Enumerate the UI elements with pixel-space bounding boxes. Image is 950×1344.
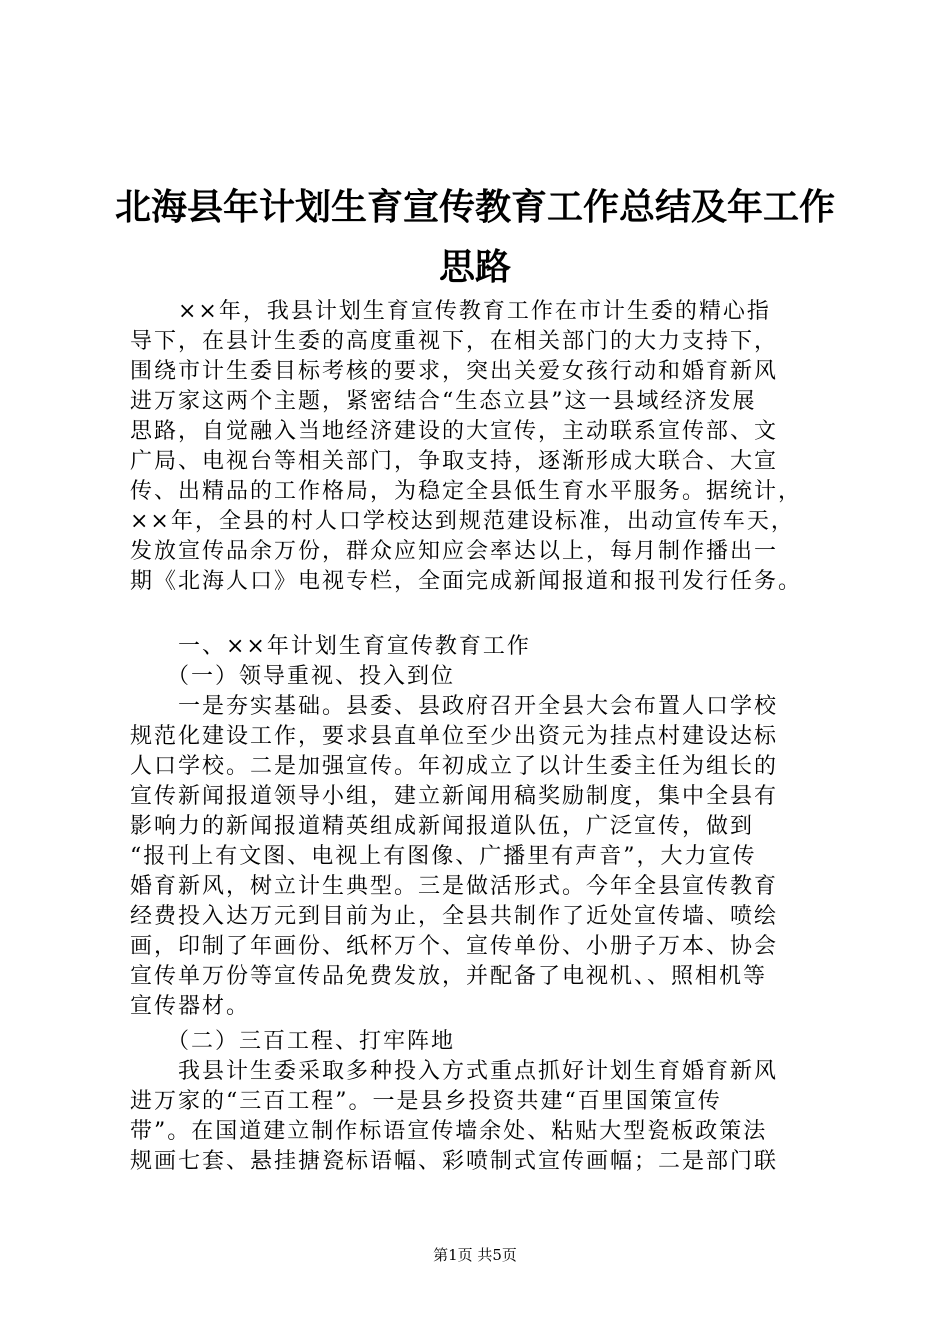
- text-line: 我县计生委采取多种投入方式重点抓好计划生育婚育新风: [130, 1059, 779, 1084]
- text-line: 进万家的“三百工程”。一是县乡投资共建“百里国策宣传: [130, 1089, 722, 1114]
- document-title-line-2: 思路: [438, 247, 511, 288]
- text-line: ××年，全县的村人口学校达到规范建设标准，出动宣传车天，: [130, 509, 795, 534]
- text-line: 思路，自觉融入当地经济建设的大宣传，主动联系宣传部、文: [130, 419, 779, 444]
- text-line: 传、出精品的工作格局，为稳定全县低生育水平服务。据统计，: [130, 479, 803, 504]
- text-line: 宣传器材。: [130, 994, 251, 1019]
- text-line: 广局、电视台等相关部门，争取支持，逐渐形成大联合、大宣: [130, 449, 779, 474]
- subsection-heading: （二）三百工程、打牢阵地: [130, 1029, 456, 1054]
- text-line: 宣传新闻报道领导小组，建立新闻用稿奖励制度，集中全县有: [130, 784, 779, 809]
- text-line: 发放宣传品余万份，群众应知应会率达以上，每月制作播出一: [130, 539, 779, 564]
- text-line: 人口学校。二是加强宣传。年初成立了以计生委主任为组长的: [130, 754, 779, 779]
- subsection-1-paragraph: [130, 692, 850, 1022]
- text-line: 规画七套、悬挂搪瓷标语幅、彩喷制式宣传画幅；二是部门联: [130, 1149, 779, 1174]
- intro-paragraph: [130, 297, 850, 597]
- page-footer: 第1页 共5页: [433, 1246, 517, 1264]
- text-line: 导下，在县计生委的高度重视下，在相关部门的大力支持下，: [130, 329, 779, 354]
- text-line: 婚育新风，树立计生典型。三是做活形式。今年全县宣传教育: [130, 874, 779, 899]
- text-line: 影响力的新闻报道精英组成新闻报道队伍，广泛宣传，做到: [130, 814, 755, 839]
- subsection-2-paragraph: [130, 1057, 850, 1177]
- text-line: “报刊上有文图、电视上有图像、广播里有声音”，大力宣传: [130, 844, 757, 869]
- section-heading: 一、××年计划生育宣传教育工作: [130, 634, 531, 659]
- text-line: 规范化建设工作，要求县直单位至少出资元为挂点村建设达标: [130, 724, 779, 749]
- text-line: 宣传单万份等宣传品免费发放，并配备了电视机、、照相机等: [130, 964, 768, 989]
- text-line: 经费投入达万元到目前为止，全县共制作了近处宣传墙、喷绘: [130, 904, 779, 929]
- text-line: 进万家这两个主题，紧密结合“生态立县”这一县域经济发展: [130, 389, 757, 414]
- subsection-heading: （一）领导重视、投入到位: [130, 664, 456, 689]
- text-line: 一是夯实基础。县委、县政府召开全县大会布置人口学校: [130, 694, 779, 719]
- text-line: 带”。在国道建立制作标语宣传墙余处、粘贴大型瓷板政策法: [130, 1119, 768, 1144]
- text-line: ××年，我县计划生育宣传教育工作在市计生委的精心指: [130, 299, 771, 324]
- text-line: 围绕市计生委目标考核的要求，突出关爱女孩行动和婚育新风: [130, 359, 779, 384]
- document-title-line-1: 北海县年计划生育宣传教育工作总结及年工作: [114, 187, 835, 228]
- text-line: 期《北海人口》电视专栏，全面完成新闻报道和报刊发行任务。: [130, 569, 803, 594]
- text-line: 画，印制了年画份、纸杯万个、宣传单份、小册子万本、协会: [130, 934, 779, 959]
